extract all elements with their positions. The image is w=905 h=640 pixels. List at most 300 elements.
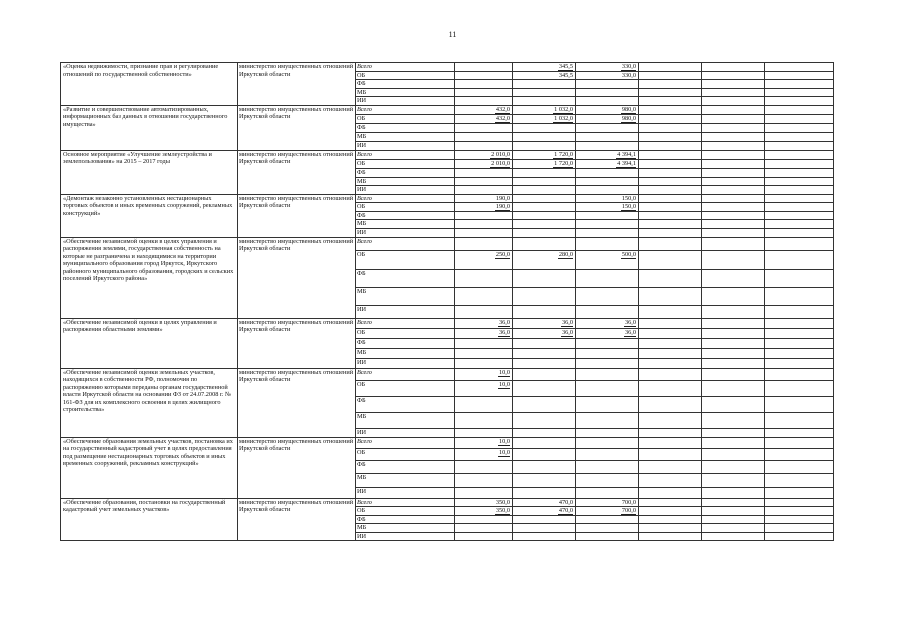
table-row: [61, 194, 834, 203]
value-cell: [765, 194, 834, 203]
value-cell: [455, 532, 513, 541]
value-cell: [765, 473, 834, 487]
value-cell: [576, 305, 639, 318]
value-cell: [576, 328, 639, 338]
measure-description: «Развитие и совершенствование автоматизированных, информационных баз данных в отношении государственного имущества»: [61, 105, 238, 150]
funding-source: ОБ: [356, 114, 455, 123]
value-cell: [702, 498, 765, 507]
value-cell: [702, 105, 765, 114]
value-cell: [639, 186, 702, 195]
value-cell: [576, 194, 639, 203]
value-cell: [513, 105, 576, 114]
value-cell: [576, 358, 639, 368]
value-cell: [513, 88, 576, 97]
value-cell: [513, 368, 576, 380]
value-cell: [702, 487, 765, 498]
value-cell: [513, 396, 576, 412]
funding-source: МБ: [356, 88, 455, 97]
value-cell: [765, 80, 834, 89]
funding-source: ОБ: [356, 448, 455, 460]
value-cell: [765, 220, 834, 229]
funding-source: ФБ: [356, 168, 455, 177]
value-text: 36,0: [624, 328, 636, 336]
value-cell: [513, 348, 576, 358]
value-cell: [455, 63, 513, 72]
value-cell: [702, 132, 765, 141]
value-cell: [702, 318, 765, 328]
value-cell: [455, 220, 513, 229]
value-cell: [702, 448, 765, 460]
value-cell: [576, 132, 639, 141]
value-cell: [639, 515, 702, 524]
value-cell: [513, 338, 576, 348]
table-row: [61, 150, 834, 159]
value-cell: [455, 380, 513, 396]
value-cell: [455, 105, 513, 114]
value-text: 470,0: [558, 498, 573, 506]
value-text: 1 720,0: [554, 150, 573, 158]
value-cell: [513, 132, 576, 141]
value-cell: [765, 460, 834, 473]
value-cell: [455, 114, 513, 123]
value-text: 2 010,0: [491, 150, 510, 158]
value-cell: [702, 428, 765, 437]
value-cell: [639, 380, 702, 396]
value-cell: [513, 71, 576, 80]
table-row: [61, 63, 834, 72]
value-cell: [765, 177, 834, 186]
value-cell: [513, 97, 576, 106]
value-cell: [639, 250, 702, 269]
value-cell: [765, 105, 834, 114]
value-cell: [765, 380, 834, 396]
value-cell: [576, 114, 639, 123]
value-cell: [639, 287, 702, 305]
value-cell: [576, 524, 639, 533]
responsible-org: министерство имущественных отношений Иркутской области: [238, 63, 356, 106]
funding-source: ОБ: [356, 71, 455, 80]
value-cell: [455, 448, 513, 460]
value-text: 36,0: [498, 328, 510, 336]
value-cell: [639, 237, 702, 250]
value-cell: [455, 211, 513, 220]
value-cell: [576, 428, 639, 437]
value-text: 36,0: [624, 318, 636, 326]
table-row: [61, 437, 834, 448]
value-cell: [765, 237, 834, 250]
value-cell: [576, 220, 639, 229]
value-cell: [639, 132, 702, 141]
value-text: 1 032,0: [554, 114, 573, 122]
value-cell: [513, 177, 576, 186]
value-cell: [455, 412, 513, 428]
value-cell: [455, 328, 513, 338]
value-text: 700,0: [621, 507, 636, 515]
value-cell: [455, 132, 513, 141]
funding-source: Всего: [356, 194, 455, 203]
value-cell: [765, 150, 834, 159]
value-cell: [639, 318, 702, 328]
value-cell: [576, 168, 639, 177]
value-cell: [765, 71, 834, 80]
value-text: 36,0: [498, 318, 510, 326]
funding-source: ОБ: [356, 380, 455, 396]
value-cell: [702, 97, 765, 106]
value-cell: [513, 80, 576, 89]
value-cell: [702, 412, 765, 428]
funding-source: ИИ: [356, 532, 455, 541]
value-cell: [702, 348, 765, 358]
value-cell: [639, 97, 702, 106]
value-cell: [639, 507, 702, 516]
value-cell: [576, 211, 639, 220]
value-cell: [639, 532, 702, 541]
value-cell: [513, 428, 576, 437]
value-cell: [513, 318, 576, 328]
value-cell: [576, 380, 639, 396]
value-cell: [639, 305, 702, 318]
value-cell: [513, 473, 576, 487]
value-text: 470,0: [558, 507, 573, 515]
value-cell: [576, 507, 639, 516]
value-cell: [639, 203, 702, 212]
table-row: [61, 105, 834, 114]
table-row: [61, 318, 834, 328]
funding-source: ФБ: [356, 460, 455, 473]
responsible-org: министерство имущественных отношений Иркутской области: [238, 105, 356, 150]
value-cell: [513, 412, 576, 428]
funding-source: ИИ: [356, 487, 455, 498]
value-cell: [455, 507, 513, 516]
value-cell: [576, 269, 639, 287]
value-cell: [455, 428, 513, 437]
funding-source: МБ: [356, 132, 455, 141]
funding-source: ОБ: [356, 507, 455, 516]
value-cell: [576, 150, 639, 159]
value-cell: [702, 177, 765, 186]
value-cell: [513, 507, 576, 516]
value-cell: [765, 348, 834, 358]
value-cell: [576, 159, 639, 168]
value-cell: [513, 194, 576, 203]
value-cell: [639, 229, 702, 238]
value-cell: [455, 177, 513, 186]
value-cell: [765, 203, 834, 212]
value-cell: [702, 305, 765, 318]
value-cell: [455, 460, 513, 473]
funding-source: ИИ: [356, 97, 455, 106]
value-cell: [513, 229, 576, 238]
value-cell: [639, 194, 702, 203]
value-cell: [639, 412, 702, 428]
value-text: 330,0: [621, 71, 636, 79]
value-text: 10,0: [498, 380, 510, 388]
value-cell: [702, 460, 765, 473]
value-cell: [576, 97, 639, 106]
value-cell: [702, 437, 765, 448]
value-cell: [702, 63, 765, 72]
value-cell: [455, 71, 513, 80]
funding-source: ФБ: [356, 338, 455, 348]
value-cell: [513, 203, 576, 212]
value-cell: [455, 396, 513, 412]
value-cell: [455, 203, 513, 212]
funding-source: Всего: [356, 318, 455, 328]
value-cell: [513, 220, 576, 229]
value-cell: [455, 498, 513, 507]
responsible-org: министерство имущественных отношений Иркутской области: [238, 194, 356, 237]
value-cell: [702, 80, 765, 89]
value-text: 350,0: [495, 507, 510, 515]
value-cell: [639, 348, 702, 358]
value-cell: [639, 473, 702, 487]
value-cell: [765, 515, 834, 524]
value-cell: [455, 305, 513, 318]
value-text: 980,0: [621, 114, 636, 122]
value-cell: [513, 250, 576, 269]
value-text: 4 394,1: [617, 150, 636, 158]
value-cell: [765, 412, 834, 428]
value-cell: [765, 250, 834, 269]
value-cell: [702, 150, 765, 159]
value-cell: [639, 328, 702, 338]
value-cell: [639, 358, 702, 368]
value-cell: [702, 159, 765, 168]
value-cell: [576, 80, 639, 89]
value-cell: [576, 141, 639, 150]
value-cell: [639, 123, 702, 132]
value-cell: [576, 348, 639, 358]
value-cell: [455, 168, 513, 177]
value-cell: [702, 269, 765, 287]
value-cell: [765, 159, 834, 168]
value-cell: [702, 524, 765, 533]
value-cell: [455, 348, 513, 358]
value-cell: [576, 71, 639, 80]
value-cell: [765, 63, 834, 72]
value-cell: [455, 141, 513, 150]
value-cell: [455, 237, 513, 250]
value-text: 432,0: [495, 114, 510, 122]
value-cell: [455, 318, 513, 328]
value-cell: [513, 287, 576, 305]
funding-source: ФБ: [356, 211, 455, 220]
value-text: 10,0: [498, 437, 510, 445]
value-cell: [639, 498, 702, 507]
value-cell: [455, 97, 513, 106]
value-cell: [639, 220, 702, 229]
value-cell: [702, 328, 765, 338]
responsible-org: министерство имущественных отношений Иркутской области: [238, 237, 356, 318]
value-text: 500,0: [621, 250, 636, 258]
value-cell: [513, 168, 576, 177]
value-cell: [702, 237, 765, 250]
funding-source: Всего: [356, 498, 455, 507]
funding-source: МБ: [356, 524, 455, 533]
measure-description: «Обеспечение независимой оценки в целях управления и распоряжения землями, государственная собственность на которые не разграничена и находящимися на территории муниципального образования город Иркутск, Иркутского районного муниципального образования, городских и сельских поселений Иркутского района»: [61, 237, 238, 318]
value-cell: [702, 229, 765, 238]
funding-source: Всего: [356, 150, 455, 159]
value-cell: [513, 186, 576, 195]
responsible-org: министерство имущественных отношений Иркутской области: [238, 498, 356, 541]
value-cell: [455, 487, 513, 498]
value-cell: [702, 211, 765, 220]
measure-description: «Обеспечение образования, постановки на государственный кадастровый учет земельных участков»: [61, 498, 238, 541]
value-cell: [513, 358, 576, 368]
funding-source: ФБ: [356, 269, 455, 287]
funding-source: ИИ: [356, 186, 455, 195]
value-cell: [576, 487, 639, 498]
value-cell: [765, 318, 834, 328]
value-cell: [702, 194, 765, 203]
value-text: 700,0: [621, 498, 636, 506]
value-text: 2 010,0: [491, 159, 510, 167]
value-cell: [702, 532, 765, 541]
value-cell: [513, 487, 576, 498]
value-cell: [639, 448, 702, 460]
value-cell: [576, 338, 639, 348]
value-cell: [765, 358, 834, 368]
value-cell: [639, 269, 702, 287]
value-cell: [765, 287, 834, 305]
value-cell: [702, 515, 765, 524]
funding-source: ИИ: [356, 428, 455, 437]
value-cell: [639, 141, 702, 150]
value-text: 432,0: [495, 105, 510, 113]
value-cell: [765, 532, 834, 541]
value-cell: [455, 250, 513, 269]
measure-description: Основное мероприятие «Улучшение землеустройства и землепользования» на 2015 – 2017 годы: [61, 150, 238, 194]
value-cell: [639, 88, 702, 97]
value-cell: [455, 88, 513, 97]
value-cell: [765, 132, 834, 141]
responsible-org: министерство имущественных отношений Иркутской области: [238, 368, 356, 437]
value-text: 36,0: [561, 318, 573, 326]
value-cell: [765, 368, 834, 380]
value-cell: [576, 123, 639, 132]
value-cell: [576, 412, 639, 428]
value-cell: [513, 141, 576, 150]
value-cell: [765, 396, 834, 412]
value-cell: [765, 211, 834, 220]
funding-source: ИИ: [356, 141, 455, 150]
value-cell: [702, 203, 765, 212]
value-text: 4 394,1: [617, 159, 636, 167]
value-cell: [765, 123, 834, 132]
value-text: 150,0: [621, 194, 636, 202]
value-text: 980,0: [621, 105, 636, 113]
value-cell: [639, 105, 702, 114]
value-cell: [702, 338, 765, 348]
value-cell: [455, 524, 513, 533]
value-cell: [513, 524, 576, 533]
value-cell: [702, 88, 765, 97]
value-cell: [702, 396, 765, 412]
value-cell: [702, 114, 765, 123]
value-text: 36,0: [561, 328, 573, 336]
value-cell: [765, 507, 834, 516]
value-cell: [639, 211, 702, 220]
funding-source: МБ: [356, 287, 455, 305]
responsible-org: министерство имущественных отношений Иркутской области: [238, 318, 356, 368]
funding-source: ИИ: [356, 305, 455, 318]
value-cell: [576, 318, 639, 328]
funding-source: ОБ: [356, 159, 455, 168]
page-number: 11: [448, 30, 457, 39]
value-cell: [639, 524, 702, 533]
value-cell: [765, 338, 834, 348]
funding-source: МБ: [356, 220, 455, 229]
value-cell: [639, 150, 702, 159]
value-cell: [576, 437, 639, 448]
measure-description: «Обеспечение образования земельных участков, постановка их на государственный кадастровый учет в целях предоставления под размещение нестационарных торговых объектов и иных временных сооружений, рекламных конструкций»: [61, 437, 238, 498]
value-cell: [702, 287, 765, 305]
value-cell: [765, 141, 834, 150]
value-cell: [455, 473, 513, 487]
value-text: 330,0: [621, 63, 636, 70]
value-cell: [576, 368, 639, 380]
value-cell: [576, 229, 639, 238]
value-cell: [765, 437, 834, 448]
value-cell: [765, 229, 834, 238]
value-cell: [702, 358, 765, 368]
value-cell: [455, 123, 513, 132]
value-cell: [455, 229, 513, 238]
value-cell: [513, 150, 576, 159]
funding-source: ОБ: [356, 250, 455, 269]
value-cell: [576, 88, 639, 97]
value-cell: [455, 159, 513, 168]
funding-source: МБ: [356, 412, 455, 428]
funding-source: ФБ: [356, 396, 455, 412]
value-cell: [576, 460, 639, 473]
value-cell: [576, 473, 639, 487]
value-cell: [702, 123, 765, 132]
value-cell: [765, 448, 834, 460]
funding-source: ИИ: [356, 229, 455, 238]
value-text: 190,0: [495, 194, 510, 202]
value-cell: [576, 532, 639, 541]
value-cell: [513, 460, 576, 473]
value-cell: [455, 368, 513, 380]
value-cell: [639, 428, 702, 437]
value-cell: [702, 168, 765, 177]
value-text: 350,0: [495, 498, 510, 506]
responsible-org: министерство имущественных отношений Иркутской области: [238, 437, 356, 498]
value-cell: [765, 186, 834, 195]
table-row: [61, 498, 834, 507]
value-cell: [765, 305, 834, 318]
value-cell: [513, 380, 576, 396]
value-cell: [576, 237, 639, 250]
value-cell: [576, 287, 639, 305]
value-cell: [455, 338, 513, 348]
value-cell: [455, 150, 513, 159]
measure-description: «Обеспечение независимой оценки в целях управления и распоряжения областными землями»: [61, 318, 238, 368]
value-cell: [455, 186, 513, 195]
funding-source: Всего: [356, 105, 455, 114]
value-cell: [639, 396, 702, 412]
value-cell: [765, 88, 834, 97]
value-text: 10,0: [498, 448, 510, 456]
funding-source: Всего: [356, 437, 455, 448]
funding-source: Всего: [356, 63, 455, 72]
value-cell: [702, 250, 765, 269]
funding-source: МБ: [356, 473, 455, 487]
value-cell: [513, 305, 576, 318]
funding-source: ФБ: [356, 515, 455, 524]
value-cell: [513, 63, 576, 72]
